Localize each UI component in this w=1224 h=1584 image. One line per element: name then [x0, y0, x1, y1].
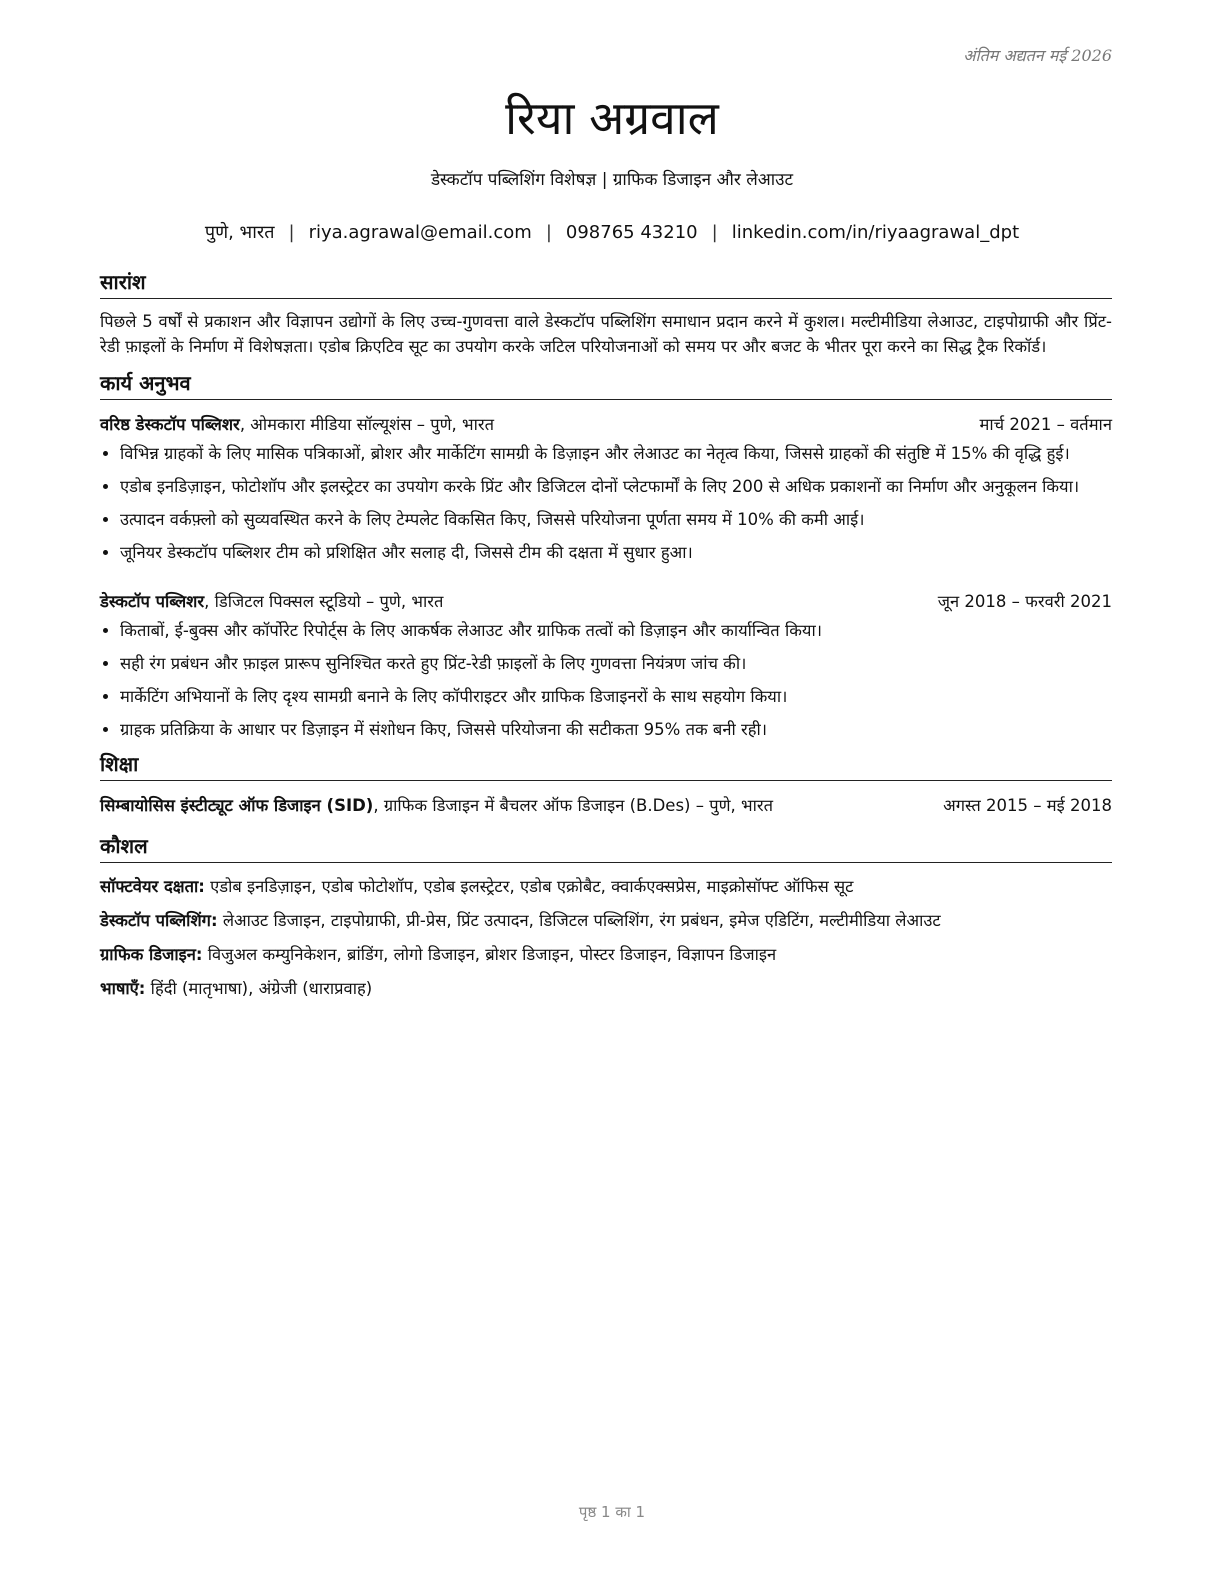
education-degree: , ग्राफिक डिजाइन में बैचलर ऑफ डिजाइन (B.Des) – पुणे, भारत — [373, 796, 774, 815]
job-bullets — [100, 441, 1112, 565]
contact-separator: | — [545, 222, 552, 243]
section-title-experience: कार्य अनुभव — [100, 369, 1112, 400]
skill-value: हिंदी (मातृभाषा), अंग्रेजी (धाराप्रवाह) — [145, 979, 373, 998]
contact-linkedin[interactable]: linkedin.com/in/riyaagrawal_dpt — [731, 222, 1020, 243]
candidate-subtitle: डेस्कटॉप पब्लिशिंग विशेषज्ञ | ग्राफिक डिजाइन और लेआउट — [430, 170, 794, 190]
resume-content — [100, 268, 1112, 1001]
job-bullet: • उत्पादन वर्कफ़्लो को सुव्यवस्थित करने के लिए टेम्पलेट विकसित किए, जिससे परियोजना पूर्णता समय में 10% की कमी आई। — [120, 507, 1112, 532]
last-updated: अंतिम अद्यतन मई 2026 — [963, 46, 1112, 65]
job-bullets — [100, 618, 1112, 742]
job-entry — [100, 412, 1112, 565]
job-bullet: • सही रंग प्रबंधन और फ़ाइल प्रारूप सुनिश्चित करते हुए प्रिंट-रेडी फ़ाइलों के लिए गुणवत्ता नियंत्रण जांच की। — [120, 651, 1112, 676]
job-dates: मार्च 2021 – वर्तमान — [979, 415, 1112, 434]
section-title-summary: सारांश — [100, 268, 1112, 299]
contact-separator: | — [711, 222, 718, 243]
job-role: डेस्कटॉप पब्लिशर — [100, 592, 205, 611]
job-bullet: • एडोब इनडिज़ाइन, फोटोशॉप और इलस्ट्रेटर का उपयोग करके प्रिंट और डिजिटल दोनों प्लेटफार्मों के लिए 200 से अधिक प्रकाशनों का निर्माण और अनुकूलन किया। — [120, 474, 1112, 499]
skill-row — [100, 943, 1112, 967]
education-institution: सिम्बायोसिस इंस्टीट्यूट ऑफ डिजाइन (SID) — [100, 796, 374, 815]
job-bullet: • जूनियर डेस्कटॉप पब्लिशर टीम को प्रशिक्षित और सलाह दी, जिससे टीम की दक्षता में सुधार हुआ। — [120, 540, 1112, 565]
job-bullet: • विभिन्न ग्राहकों के लिए मासिक पत्रिकाओं, ब्रोशर और मार्केटिंग सामग्री के डिज़ाइन और लेआउट का नेतृत्व किया, जिससे ग्राहकों की संतुष्टि में 15% की वृद्धि हुई। — [120, 441, 1112, 466]
section-title-education: शिक्षा — [100, 750, 1112, 781]
summary-text: पिछले 5 वर्षों से प्रकाशन और विज्ञापन उद्योगों के लिए उच्च-गुणवत्ता वाले डेस्कटॉप पब्लिशिंग समाधान प्रदान करने में कुशल। मल्टीमीडिया लेआउट, टाइपोग्राफी और प्रिंट-रेडी फ़ाइलों के निर्माण में विशेषज्ञता। एडोब क्रिएटिव सूट का उपयोग करके जटिल परियोजनाओं को समय पर और बजट के भीतर पूरा करने का सिद्ध ट्रैक रिकॉर्ड। — [100, 312, 1112, 356]
candidate-name: रिया अग्रवाल — [505, 91, 719, 145]
job-bullet: • ग्राहक प्रतिक्रिया के आधार पर डिज़ाइन में संशोधन किए, जिससे परियोजना की सटीकता 95% तक बनी रही। — [120, 717, 1112, 742]
section-title-skills: कौशल — [100, 832, 1112, 863]
job-dates: जून 2018 – फरवरी 2021 — [937, 592, 1112, 611]
page-number: पृष्ठ 1 का 1 — [578, 1503, 646, 1521]
contact-phone: 098765 43210 — [565, 222, 698, 243]
skill-value: लेआउट डिजाइन, टाइपोग्राफी, प्री-प्रेस, प्रिंट उत्पादन, डिजिटल पब्लिशिंग, रंग प्रबंधन, इमेज एडिटिंग, मल्टीमीडिया लेआउट — [217, 911, 941, 930]
skill-row — [100, 909, 1112, 933]
skill-row — [100, 875, 1112, 899]
skill-label: ग्राफिक डिजाइन: — [100, 945, 203, 964]
education-entry — [100, 793, 1112, 818]
contact-line — [0, 220, 1224, 244]
skill-row — [100, 977, 1112, 1001]
job-bullet: • मार्केटिंग अभियानों के लिए दृश्य सामग्री बनाने के लिए कॉपीराइटर और ग्राफिक डिजाइनरों के साथ सहयोग किया। — [120, 684, 1112, 709]
job-header — [100, 412, 1112, 437]
contact-email[interactable]: riya.agrawal@email.com — [308, 222, 532, 243]
skill-value: विजुअल कम्युनिकेशन, ब्रांडिंग, लोगो डिजाइन, ब्रोशर डिजाइन, पोस्टर डिजाइन, विज्ञापन डिजाइन — [202, 945, 777, 964]
skill-label: सॉफ्टवेयर दक्षता: — [100, 877, 205, 896]
job-org: , डिजिटल पिक्सल स्टूडियो – पुणे, भारत — [204, 592, 444, 611]
skill-value: एडोब इनडिज़ाइन, एडोब फोटोशॉप, एडोब इलस्ट्रेटर, एडोब एक्रोबैट, क्वार्कएक्सप्रेस, माइक्रोसॉफ्ट ऑफिस सूट — [204, 877, 854, 896]
contact-location: पुणे, भारत — [204, 222, 275, 243]
contact-separator: | — [288, 222, 295, 243]
job-org: , ओमकारा मीडिया सॉल्यूशंस – पुणे, भारत — [239, 415, 495, 434]
job-entry — [100, 589, 1112, 742]
job-header — [100, 589, 1112, 614]
skill-label: भाषाएँ: — [100, 979, 146, 998]
job-role: वरिष्ठ डेस्कटॉप पब्लिशर — [100, 415, 240, 434]
education-dates: अगस्त 2015 – मई 2018 — [943, 796, 1112, 815]
skill-label: डेस्कटॉप पब्लिशिंग: — [100, 911, 218, 930]
job-bullet: • किताबों, ई-बुक्स और कॉर्पोरेट रिपोर्ट्स के लिए आकर्षक लेआउट और ग्राफिक तत्वों को डिज़ाइन और कार्यान्वित किया। — [120, 618, 1112, 643]
